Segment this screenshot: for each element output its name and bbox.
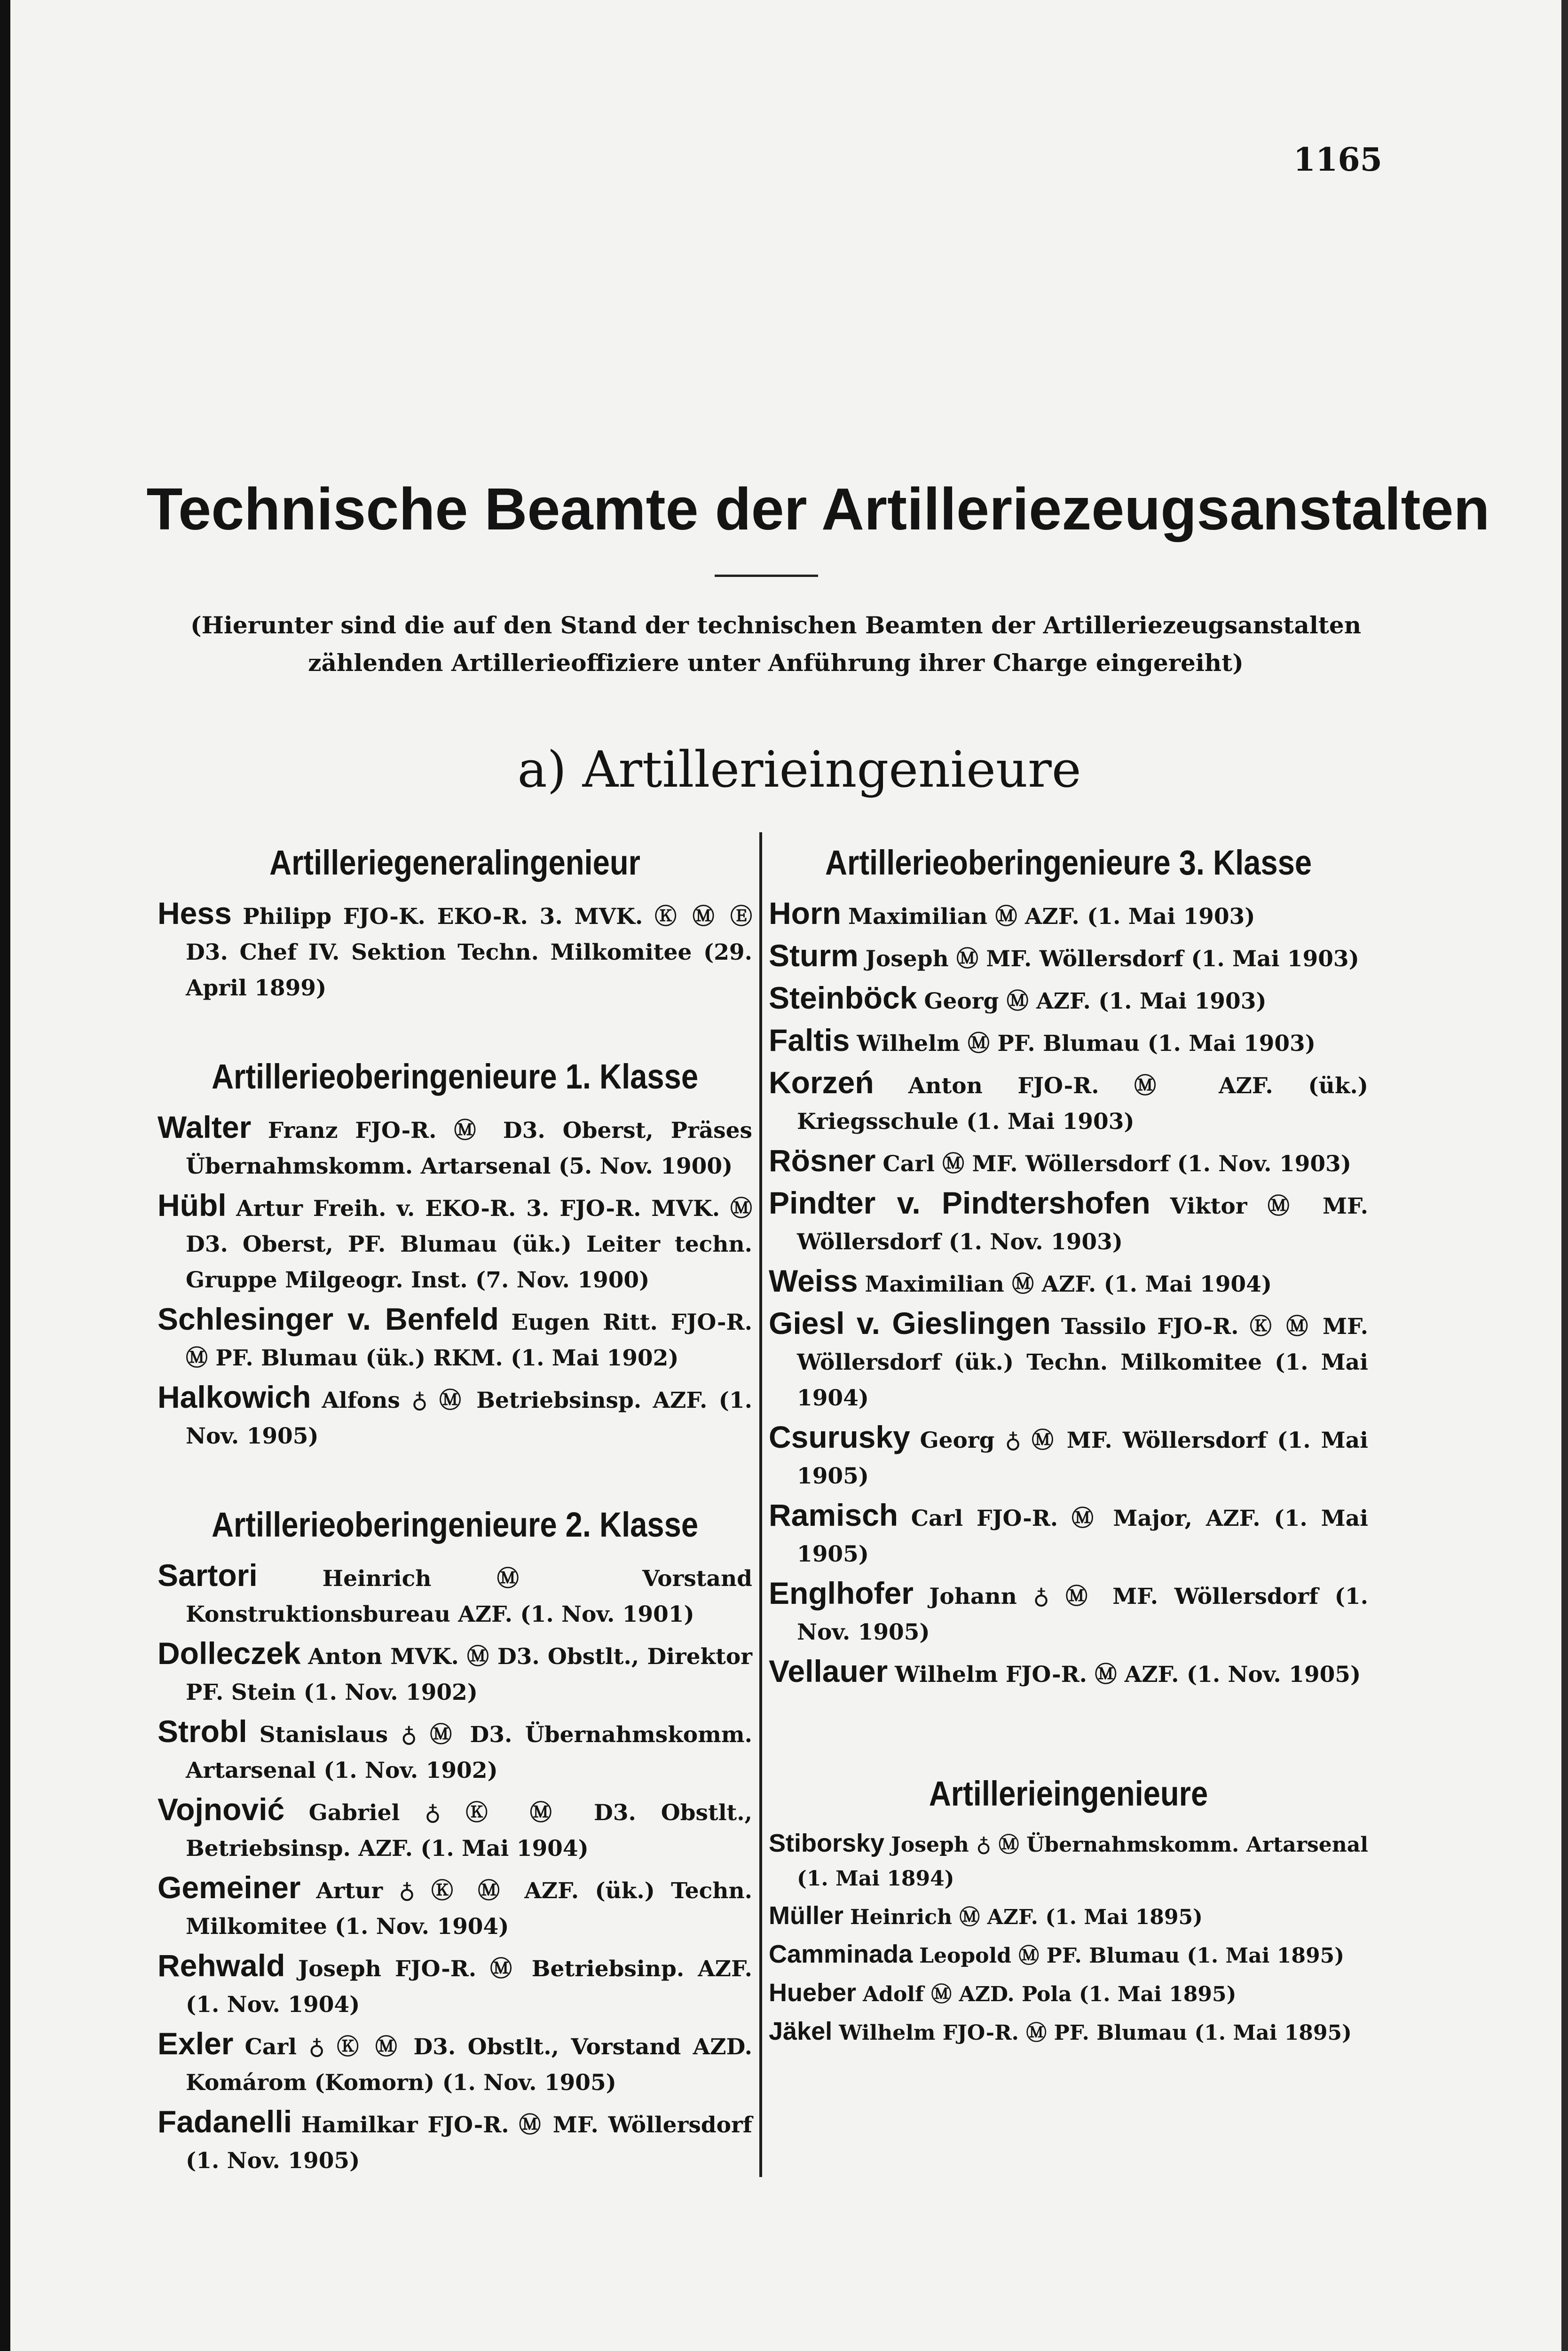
entry-name: Jäkel (769, 2017, 833, 2045)
roster-entry (769, 1976, 1368, 2012)
roster-entry (158, 2104, 752, 2179)
roster-entry (769, 1899, 1368, 1934)
roster-entry (158, 1870, 752, 1945)
entry-name: Hess (158, 896, 232, 931)
title-divider (715, 575, 818, 577)
entry-details: Joseph Ⓜ MF. Wöllersdorf (1. Mai 1903) (865, 946, 1359, 972)
group-heading: Artillerieoberingenieure 1. Klasse (211, 1057, 699, 1096)
roster-entry (769, 2014, 1368, 2050)
entry-name: Horn (769, 896, 841, 931)
entry-name: Müller (769, 1901, 844, 1930)
roster-entry (769, 938, 1368, 977)
group-heading: Artilleriegeneralingenieur (269, 843, 640, 882)
entry-details: Anton FJO-R. Ⓜ AZF. (ük.) Kriegsschule (1. Mai 1903) (797, 1073, 1368, 1135)
roster-entry (158, 1635, 752, 1711)
entry-details: Maximilian Ⓜ AZF. (1. Mai 1903) (848, 904, 1255, 930)
page-number: 1165 (1293, 141, 1382, 179)
entry-details: Franz FJO-R. Ⓜ D3. Oberst, Präses Übernahmskomm. Artarsenal (5. Nov. 1900) (186, 1118, 752, 1179)
roster-entry (769, 1826, 1368, 1896)
entry-details: Wilhelm FJO-R. Ⓜ PF. Blumau (1. Mai 1895) (839, 2021, 1352, 2045)
entry-details: Stanislaus ♁ Ⓜ D3. Übernahmskomm. Artarsenal (1. Nov. 1902) (186, 1722, 752, 1783)
column-divider (759, 832, 762, 2177)
roster-entry (769, 980, 1368, 1019)
roster-entry (158, 1109, 752, 1184)
roster-entry (158, 1301, 752, 1376)
entry-details: Gabriel ♁ Ⓚ Ⓜ D3. Obstlt., Betriebsinsp. AZF. (1. Mai 1904) (186, 1800, 752, 1862)
entry-name: Korzeń (769, 1065, 874, 1100)
entry-details: Joseph ♁ Ⓜ Übernahmskomm. Artarsenal (1. Mai 1894) (797, 1833, 1368, 1891)
roster-entry (769, 1575, 1368, 1650)
entry-details: Wilhelm Ⓜ PF. Blumau (1. Mai 1903) (857, 1031, 1316, 1057)
roster-entry (769, 1263, 1368, 1302)
roster-entry (769, 1022, 1368, 1062)
entry-details: Johann ♁ Ⓜ MF. Wöllersdorf (1. Nov. 1905) (797, 1584, 1368, 1645)
roster-entry (769, 1143, 1368, 1182)
roster-entry (769, 1185, 1368, 1260)
roster-entry (158, 1187, 752, 1298)
entry-details: Viktor Ⓜ MF. Wöllersdorf (1. Nov. 1903) (797, 1193, 1368, 1255)
roster-entry (158, 1379, 752, 1454)
roster-entry (769, 895, 1368, 935)
roster-entry (769, 1305, 1368, 1416)
entry-details: Adolf Ⓜ AZD. Pola (1. Mai 1895) (863, 1982, 1237, 2006)
entry-details: Maximilian Ⓜ AZF. (1. Mai 1904) (865, 1271, 1272, 1297)
right-column (769, 837, 1368, 2053)
entry-details: Heinrich Ⓜ Vorstand Konstruktionsbureau AZF. (1. Nov. 1901) (186, 1566, 752, 1627)
entry-details: Alfons ♁ Ⓜ Betriebsinsp. AZF. (1. Nov. 1905) (186, 1388, 752, 1449)
page-title: Technische Beamte der Artilleriezeugsanstalten (146, 476, 1490, 542)
roster-entry (769, 1937, 1368, 1973)
entry-details: Eugen Ritt. FJO-R. Ⓜ PF. Blumau (ük.) RKM. (1. Mai 1902) (186, 1310, 752, 1371)
entry-details: Hamilkar FJO-R. Ⓜ MF. Wöllersdorf (1. Nov. 1905) (186, 2112, 752, 2174)
entry-details: Leopold Ⓜ PF. Blumau (1. Mai 1895) (919, 1944, 1345, 1968)
entry-name: Stiborsky (769, 1829, 885, 1857)
roster-entry (158, 2026, 752, 2101)
entry-name: Exler (158, 2026, 234, 2061)
entry-name: Hübl (158, 1188, 227, 1223)
entry-name: Faltis (769, 1023, 850, 1057)
entry-name: Sartori (158, 1558, 258, 1593)
entry-name: Vellauer (769, 1654, 888, 1688)
entry-details: Artur ♁ Ⓚ Ⓜ AZF. (ük.) Techn. Milkomitee (1. Nov. 1904) (186, 1878, 752, 1940)
roster-entry (158, 1791, 752, 1867)
entry-name: Giesl v. Gieslingen (769, 1306, 1051, 1341)
entry-name: Gemeiner (158, 1870, 301, 1905)
entry-name: Fadanelli (158, 2104, 292, 2139)
roster-entry (158, 895, 752, 1006)
entry-name: Camminada (769, 1940, 913, 1968)
roster-entry (769, 1065, 1368, 1140)
entry-name: Rehwald (158, 1948, 285, 1983)
entry-name: Halkowich (158, 1380, 311, 1414)
entry-name: Vojnović (158, 1792, 285, 1827)
roster-entry (158, 1713, 752, 1789)
group-heading: Artillerieingenieure (929, 1774, 1208, 1813)
entry-details: Heinrich Ⓜ AZF. (1. Mai 1895) (850, 1905, 1203, 1929)
entry-details: Carl FJO-R. Ⓜ Major, AZF. (1. Mai 1905) (797, 1506, 1368, 1567)
entry-details: Georg ♁ Ⓜ MF. Wöllersdorf (1. Mai 1905) (797, 1428, 1368, 1489)
intro-note: (Hierunter sind die auf den Stand der technischen Beamten der Artilleriezeugsanstalten zählenden Artillerieoffiziere unter Anführung ihrer Charge eingereiht) (190, 611, 1362, 677)
entry-name: Hueber (769, 1979, 857, 2007)
entry-details: Anton MVK. Ⓜ D3. Obstlt., Direktor PF. Stein (1. Nov. 1902) (186, 1644, 752, 1705)
entry-details: Philipp FJO-K. EKO-R. 3. MVK. Ⓚ Ⓜ Ⓔ D3. Chef IV. Sektion Techn. Milkomitee (29. April 1899) (186, 904, 752, 1001)
entry-name: Csurusky (769, 1420, 910, 1454)
entry-details: Tassilo FJO-R. Ⓚ Ⓜ MF. Wöllersdorf (ük.) Techn. Milkomitee (1. Mai 1904) (797, 1314, 1368, 1411)
group-heading: Artillerieoberingenieure 2. Klasse (211, 1505, 699, 1544)
entry-name: Englhofer (769, 1576, 914, 1610)
entry-name: Walter (158, 1110, 252, 1144)
entry-name: Schlesinger v. Benfeld (158, 1302, 499, 1336)
entry-name: Dolleczek (158, 1636, 301, 1671)
roster-entry (158, 1948, 752, 2023)
entry-name: Pindter v. Pindtershofen (769, 1185, 1150, 1220)
group-heading: Artillerieoberingenieure 3. Klasse (825, 843, 1312, 882)
left-column (158, 837, 752, 2182)
entry-name: Ramisch (769, 1498, 898, 1532)
entry-details: Joseph FJO-R. Ⓜ Betriebsinp. AZF. (1. Nov. 1904) (186, 1956, 752, 2018)
roster-entry (158, 1557, 752, 1633)
roster-entry (769, 1419, 1368, 1494)
entry-details: Wilhelm FJO-R. Ⓜ AZF. (1. Nov. 1905) (895, 1662, 1361, 1688)
entry-name: Sturm (769, 938, 859, 973)
scan-edge-right (1561, 0, 1568, 2351)
section-title: a) Artillerieingenieure (517, 741, 1081, 798)
scan-edge-left (0, 0, 10, 2351)
roster-entry (769, 1653, 1368, 1693)
entry-details: Carl Ⓜ MF. Wöllersdorf (1. Nov. 1903) (882, 1151, 1351, 1177)
entry-name: Weiss (769, 1263, 858, 1298)
roster-entry (769, 1497, 1368, 1572)
entry-details: Artur Freih. v. EKO-R. 3. FJO-R. MVK. Ⓜ D3. Oberst, PF. Blumau (ük.) Leiter techn. Gruppe Milgeogr. Inst. (7. Nov. 1900) (186, 1196, 752, 1293)
entry-name: Strobl (158, 1714, 247, 1749)
entry-name: Steinböck (769, 980, 917, 1015)
entry-details: Carl ♁ Ⓚ Ⓜ D3. Obstlt., Vorstand AZD. Komárom (Komorn) (1. Nov. 1905) (186, 2034, 752, 2096)
entry-details: Georg Ⓜ AZF. (1. Mai 1903) (924, 988, 1267, 1014)
entry-name: Rösner (769, 1143, 876, 1178)
